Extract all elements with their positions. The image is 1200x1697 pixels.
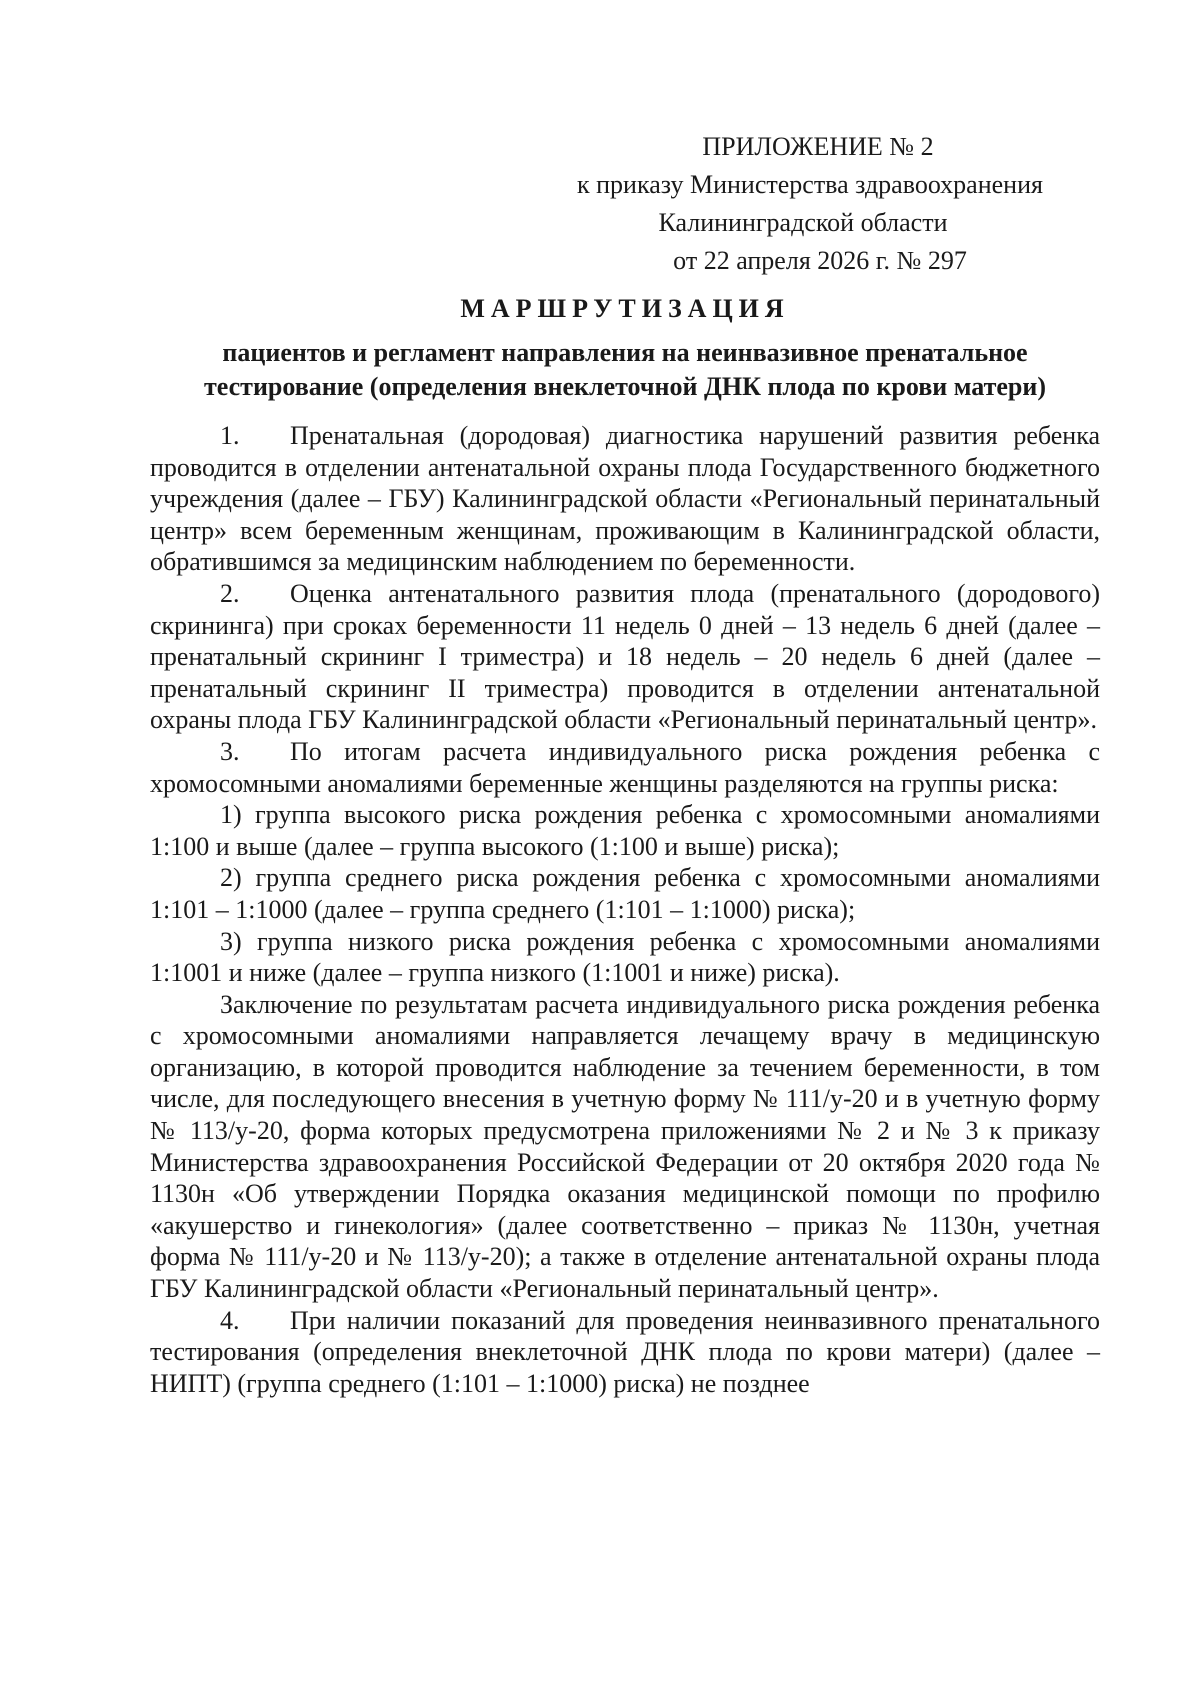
conclusion-paragraph: Заключение по результатам расчета индивидуального риска рождения ребенка с хромосомными аномалиями направляется лечащему врачу в медицинскую организацию, в которой проводится наблюдение за течением беременности, в том числе, для последующего внесения в учетную форму № 111/у-20 и в учетную форму № 113/у-20, форма которых предусмотрена приложениями № 2 и № 3 к приказу Министерства здравоохранения Российской Федерации от 20 октября 2020 года № 1130н «Об утверждении Порядка оказания медицинской помощи по профилю «акушерство и гинекология» (далее соответственно – приказ № 1130н, учетная форма № 111/у-20 и № 113/у-20); а также в отделение антенатальной охраны плода ГБУ Калининградской области «Региональный перинатальный центр».	[150, 989, 1100, 1304]
paragraph-4-text: При наличии показаний для проведения неинвазивного пренатального тестирования (определения внеклеточной ДНК плода по крови матери) (далее – НИПТ) (группа среднего (1:101 – 1:1000) риска) не позднее	[150, 1305, 1100, 1398]
appendix-number: ПРИЛОЖЕНИЕ № 2	[702, 132, 934, 161]
paragraph-2	[150, 578, 1100, 736]
appendix-header	[520, 128, 1080, 280]
paragraph-3	[150, 736, 1100, 799]
paragraph-3-number: 3.	[220, 736, 240, 766]
paragraph-2-number: 2.	[220, 578, 240, 608]
appendix-region: Калининградской области	[658, 208, 948, 237]
appendix-date: от 22 апреля 2026 г. № 297	[673, 246, 967, 275]
paragraph-1	[150, 420, 1100, 578]
risk-group-high: 1) группа высокого риска рождения ребенка с хромосомными аномалиями 1:100 и выше (далее – группа высокого (1:100 и выше) риска);	[150, 800, 1100, 861]
paragraph-3-text: По итогам расчета индивидуального риска рождения ребенка с хромосомными аномалиями беременные женщины разделяются на группы риска:	[150, 736, 1100, 798]
title-subtitle-line-1: пациентов и регламент направления на неинвазивное пренатальное	[222, 338, 1028, 367]
risk-group-medium: 2) группа среднего риска рождения ребенка с хромосомными аномалиями 1:101 – 1:1000 (далее – группа среднего (1:101 – 1:1000) риска);	[150, 863, 1100, 924]
paragraph-4	[150, 1305, 1100, 1400]
title-main: МАРШРУТИЗАЦИЯ	[460, 294, 790, 323]
paragraph-1-number: 1.	[220, 421, 240, 450]
paragraph-4-number: 4.	[220, 1305, 240, 1335]
document-body	[150, 420, 1100, 1399]
risk-group-low: 3) группа низкого риска рождения ребенка с хромосомными аномалиями 1:1001 и ниже (далее – группа низкого (1:1001 и ниже) риска).	[150, 926, 1100, 988]
paragraph-2-text: Оценка антенатального развития плода (пренатального (дородового) скрининга) при сроках беременности 11 недель 0 дней – 13 недель 6 дней (далее – пренатальный скрининг I триместра) и 18 недель – 20 недель 6 дней (далее – пренатальный скрининг II триместра) проводится в отделении антенатальной охраны плода ГБУ Калининградской области «Региональный перинатальный центр».	[150, 578, 1100, 735]
paragraph-1-text: Пренатальная (дородовая) диагностика нарушений развития ребенка проводится в отделении антенатальной охраны плода Государственного бюджетного учреждения (далее – ГБУ) Калининградской области «Региональный перинатальный центр» всем беременным женщинам, проживающим в Калининградской области, обратившимся за медицинским наблюдением по беременности.	[150, 421, 1100, 577]
appendix-order-ref: к приказу Министерства здравоохранения	[577, 170, 1043, 199]
document-title	[150, 292, 1100, 404]
title-subtitle-line-2: тестирование (определения внеклеточной ДНК плода по крови матери)	[204, 372, 1046, 401]
